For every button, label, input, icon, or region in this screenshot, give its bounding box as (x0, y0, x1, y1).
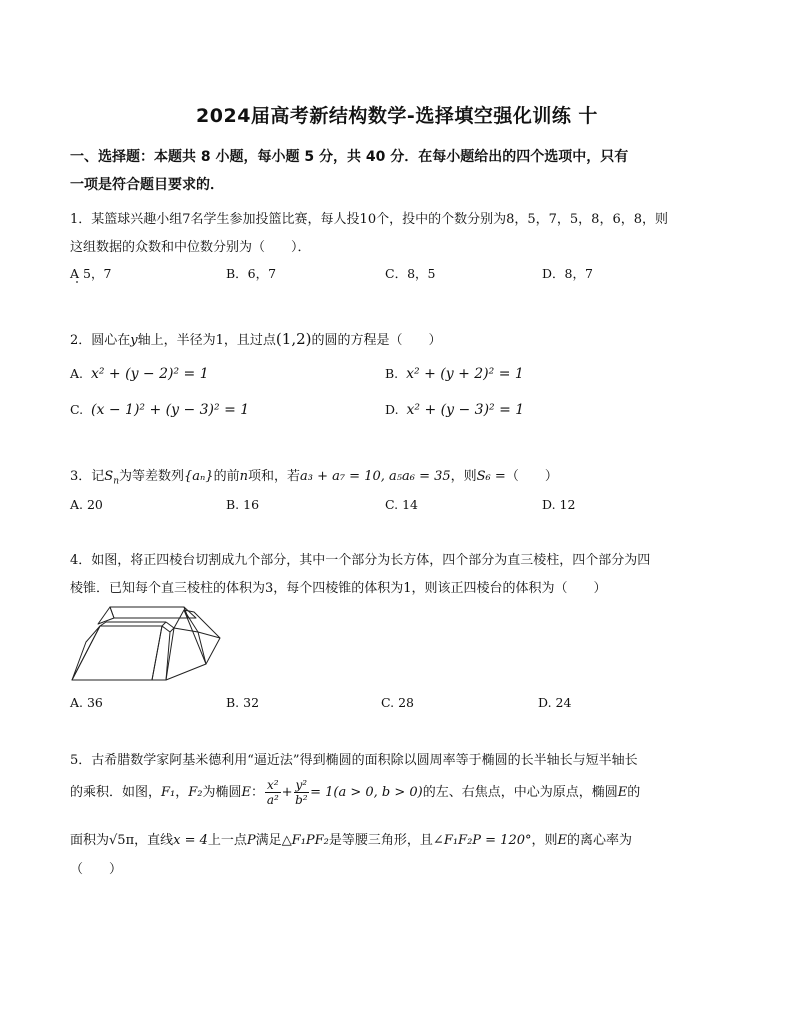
q5-E: E (241, 785, 252, 800)
q5-line3-g: 的离心率为 (567, 833, 633, 848)
q3-stem-a: 3．记 (70, 469, 105, 484)
q3-stem-d: 项和，若 (247, 469, 300, 484)
q5-F2: F₂ (188, 785, 203, 800)
q5-x4: x = 4 (173, 833, 208, 848)
q1-stem-line1: 1．某篮球兴趣小组7名学生参加投篮比赛，每人投10个，投中的个数分别为8，5，7，5，8，6，8，则 (70, 212, 668, 227)
q5-stem-line4: （ ） (70, 862, 123, 877)
q1-option-a: A 5，7 (70, 266, 112, 281)
q5-line3-b: ，直线 (134, 833, 174, 848)
q3-stem-e: ，则 (450, 469, 477, 484)
q2-stem-c: 的圆的方程是（ ） (311, 333, 442, 348)
q2-stem-b: 轴上，半径为1，且过点 (137, 333, 276, 348)
edge (174, 628, 198, 632)
q5-frac-x-den: a² (266, 793, 279, 807)
section-heading (70, 143, 730, 199)
q2-option-b-label: B. (385, 366, 399, 381)
q2-stem-y: y (130, 333, 138, 348)
q3-option-d: D. 12 (542, 497, 576, 512)
q2-option-c-expr: (x − 1)² + (y − 3)² = 1 (91, 402, 250, 418)
q3-stem-f: （ ） (505, 469, 558, 484)
q5-colon: ： (251, 785, 265, 800)
q4-option-c: C. 28 (381, 695, 414, 710)
page-title: 2024届高考新结构数学-选择填空强化训练 十 (196, 105, 598, 127)
edge (162, 622, 166, 626)
q3-sequence: {aₙ} (184, 469, 214, 484)
q4-option-d: D. 24 (538, 695, 572, 710)
q2-point: (1,2) (275, 330, 312, 348)
cuboid-top-face (110, 607, 188, 618)
q5-angle: ∠F₁F₂P = 120° (432, 833, 532, 848)
q5-line2-b: ， (175, 785, 189, 800)
q5-line2-a: 的乘积．如图， (70, 785, 162, 800)
q5-line2-e: 的 (627, 785, 641, 800)
q5-line2-d: 的左、右焦点，中心为原点，椭圆 (422, 785, 618, 800)
q5-F1: F₁ (161, 785, 176, 800)
section-heading-line2: 一项是符合题目要求的． (70, 177, 224, 193)
q3-S6: S₆ = (476, 469, 506, 484)
q5-stem-line1: 5．古希腊数学家阿基米德利用“逼近法”得到椭圆的面积除以圆周率等于椭圆的长半轴长与短半轴长 (70, 753, 638, 768)
q2-option-c-label: C. (70, 402, 84, 417)
q5-E2: E (617, 785, 628, 800)
q4-option-b: B. 32 (226, 695, 260, 710)
q3-S: S (104, 469, 114, 484)
q2-option-a-expr: x² + (y − 2)² = 1 (90, 366, 209, 382)
edge (166, 622, 174, 628)
q5-frac-y (294, 778, 310, 807)
q2-option-a (70, 366, 209, 382)
section-heading-line1: 一、选择题：本题共 8 小题，每小题 5 分，共 40 分．在每小题给出的四个选项中，只有 (70, 149, 629, 165)
q5-frac-y-num: y² (295, 778, 308, 792)
q5-line3-e: 是等腰三角形，且 (328, 833, 433, 848)
frustum-figure (70, 602, 222, 684)
q5-line3-c: 上一点 (207, 833, 247, 848)
q5-frac-x (265, 778, 281, 807)
q5-frac-y-den: b² (295, 793, 308, 807)
q2-option-d-label: D. (385, 402, 399, 417)
q5-line3-d: 满足 (255, 833, 282, 848)
q5-area: √5π (109, 833, 135, 848)
q5-frac-x-num: x² (267, 778, 279, 792)
q2-option-d (385, 402, 524, 418)
q3-stem-b: 为等差数列 (118, 469, 184, 484)
q3-n-sub: n (113, 476, 119, 487)
q2-option-c (70, 402, 249, 418)
q5-line3-a: 面积为 (70, 833, 110, 848)
q5-line2-c: 为椭圆 (202, 785, 242, 800)
q1-option-d: D．8，7 (542, 266, 593, 281)
right-pyramid (166, 610, 206, 680)
q1-stem-line2: 这组数据的众数和中位数分别为（ ）． (70, 240, 311, 255)
q2-option-a-label: A. (70, 366, 84, 381)
q5-eq-rest: = 1(a > 0, b > 0) (310, 785, 423, 800)
q4-stem-line2: 棱锥．已知每个直三棱柱的体积为3，每个四棱锥的体积为1，则该正四棱台的体积为（ ） (70, 581, 607, 596)
q3-n: n (239, 469, 248, 484)
q3-option-b: B. 16 (226, 497, 260, 512)
q5-line3-f: ，则 (531, 833, 558, 848)
q2-stem-a: 2．圆心在 (70, 333, 131, 348)
q2-option-b-expr: x² + (y + 2)² = 1 (406, 366, 524, 382)
q2-stem (70, 329, 442, 348)
q2-option-d-expr: x² + (y − 3)² = 1 (406, 402, 525, 418)
q5-plus: + (281, 785, 293, 800)
left-pyramid (72, 626, 100, 680)
left-back-prism (98, 607, 114, 624)
q1-option-c: C．8，5 (385, 266, 436, 281)
q4-stem-line1: 4．如图，将正四棱台切割成九个部分，其中一个部分为长方体，四个部分为直三棱柱，四个部分为四 (70, 553, 651, 568)
q3-option-c: C. 14 (385, 497, 418, 512)
q5-P: P (246, 833, 256, 848)
q3-condition: a₃ + a₇ = 10, a₅a₆ = 35 (299, 469, 451, 484)
q3-stem (70, 465, 558, 487)
q2-option-b (385, 366, 524, 382)
q5-E3: E (557, 833, 568, 848)
q3-option-a: A. 20 (70, 497, 103, 512)
q4-option-a: A. 36 (70, 695, 103, 710)
q5-stem-line3 (70, 829, 632, 848)
q1-option-b: B．6，7 (226, 266, 277, 281)
stray-dot (76, 281, 78, 283)
q5-triangle: △F₁PF₂ (281, 833, 329, 848)
q5-stem-line2 (70, 778, 640, 807)
q3-stem-c: 的前 (213, 469, 240, 484)
